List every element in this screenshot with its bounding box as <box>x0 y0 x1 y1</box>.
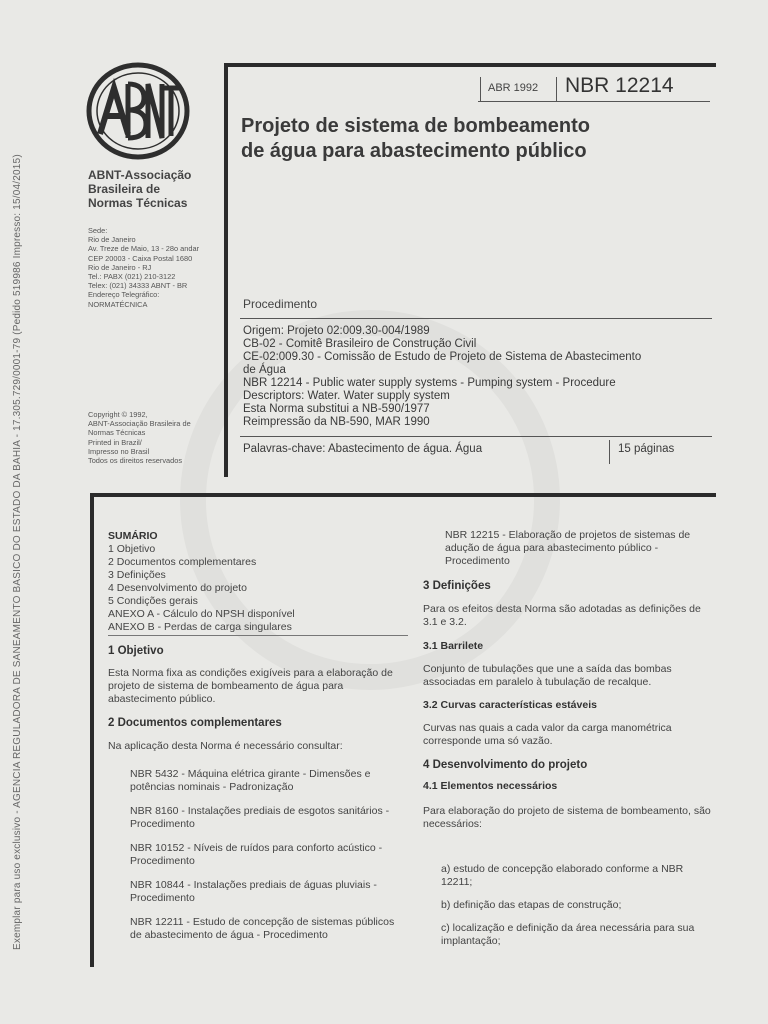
org-name-line: ABNT-Associação <box>88 168 192 182</box>
right-column <box>423 580 713 831</box>
address-line: Tel.: PABX (021) 210-3122 <box>88 272 176 282</box>
keywords: Palavras-chave: Abastecimento de água. Água <box>243 443 483 455</box>
header-rule <box>240 318 712 319</box>
org-name-line: Brasileira de <box>88 182 161 196</box>
copyright-line: Copyright © 1992, <box>88 410 148 419</box>
origin-line: Reimpressão da NB-590, MAR 1990 <box>243 416 430 428</box>
org-name-line: Normas Técnicas <box>88 196 188 210</box>
copyright-line: ABNT-Associação Brasileira de <box>88 419 191 429</box>
summary-item: 2 Documentos complementares <box>108 556 257 568</box>
address-line: CEP 20003 - Caixa Postal 1680 <box>88 253 193 263</box>
reference-item-top <box>445 529 713 568</box>
summary-item: 4 Desenvolvimento do projeto <box>108 582 247 594</box>
org-address <box>88 226 199 309</box>
origin-line: Descriptors: Water. Water supply system <box>243 390 450 402</box>
title-line: Projeto de sistema de bombeamento <box>241 115 590 137</box>
reference-item: NBR 12215 - Elaboração de projetos de sistemas de adução de água para abastecimento público - Procedimento <box>445 529 691 567</box>
origin-line: NBR 12214 - Public water supply systems - Pumping system - Procedure <box>243 377 616 389</box>
summary-item: 5 Condições gerais <box>108 595 198 607</box>
reference-list <box>130 768 396 942</box>
reference-item: NBR 10152 - Níveis de ruídos para conforto acústico - Procedimento <box>130 842 383 867</box>
publication-date: ABR 1992 <box>488 82 539 94</box>
address-line: Sede: <box>88 226 108 235</box>
address-line: Rio de Janeiro - RJ <box>88 262 152 272</box>
list-item: c) localização e definição da área necessária para sua implantação; <box>441 922 695 947</box>
list-item: a) estudo de concepção elaborado conforme a NBR 12211; <box>441 863 684 888</box>
copyright-line: Normas Técnicas <box>88 428 146 438</box>
section-1 <box>108 645 398 753</box>
standard-code: NBR 12214 <box>565 74 674 97</box>
list-item: b) definição das etapas de construção; <box>441 899 622 911</box>
header-rule <box>478 101 710 102</box>
document-type: Procedimento <box>243 297 318 311</box>
section-text: Na aplicação desta Norma é necessário consultar: <box>108 740 343 752</box>
section-text: Para elaboração do projeto de sistema de bombeamento, são necessários: <box>423 805 711 830</box>
abnt-logo-icon <box>86 62 190 160</box>
header-divider <box>556 77 557 101</box>
requirements-list <box>441 863 713 948</box>
section-text: Esta Norma fixa as condições exigíveis para a elaboração de projeto de sistema de bombeamento de água para abastecimento público. <box>108 667 393 705</box>
copyright-line: Impresso no Brasil <box>88 446 150 456</box>
summary-item: ANEXO A - Cálculo do NPSH disponível <box>108 608 295 620</box>
page-count: 15 páginas <box>618 443 675 455</box>
left-column <box>108 530 408 634</box>
origin-line: Esta Norma substitui a NB-590/1977 <box>243 403 430 415</box>
section-text: Conjunto de tubulações que une a saída das bombas associadas em paralelo à tubulação de recalque. <box>423 663 672 688</box>
header-rule <box>240 436 712 437</box>
section-heading: 4 Desenvolvimento do projeto <box>423 759 588 771</box>
address-line: Telex: (021) 34333 ABNT - BR <box>88 281 188 291</box>
org-name <box>88 168 228 210</box>
address-line: Av. Treze de Maio, 13 - 28o andar <box>88 244 200 254</box>
subsection-heading: 3.2 Curvas características estáveis <box>423 699 597 711</box>
origin-line: Origem: Projeto 02:009.30-004/1989 <box>243 325 430 337</box>
side-stamp <box>0 0 24 1024</box>
origin-line: de Água <box>243 364 286 376</box>
reference-item: NBR 5432 - Máquina elétrica girante - Dimensões e potências nominais - Padronização <box>130 768 371 793</box>
reference-item: NBR 8160 - Instalações prediais de esgotos sanitários - Procedimento <box>130 805 390 830</box>
origin-block <box>243 325 641 429</box>
header-divider <box>480 77 481 101</box>
side-stamp-text: Exemplar para uso exclusivo - AGENCIA REGULADORA DE SANEAMENTO BASICO DO ESTADO DA BAHIA - 17.305.729/0001-79 (Pedido 519986 Impresso: 15/04/2015) <box>12 154 23 950</box>
title-line: de água para abastecimento público <box>241 140 587 162</box>
summary-title: SUMÁRIO <box>108 530 158 542</box>
summary-item: 1 Objetivo <box>108 543 156 555</box>
section-text: Para os efeitos desta Norma são adotadas as definições de 3.1 e 3.2. <box>423 603 701 628</box>
address-line: NORMATÉCNICA <box>88 299 148 309</box>
section-heading: 1 Objetivo <box>108 645 164 657</box>
copyright-line: Todos os direitos reservados <box>88 456 183 466</box>
header-divider <box>609 440 610 464</box>
summary-item: ANEXO B - Perdas de carga singulares <box>108 621 292 633</box>
reference-item: NBR 12211 - Estudo de concepção de sistemas públicos de abastecimento de água - Procedimento <box>130 916 395 941</box>
copyright-line: Printed in Brazil/ <box>88 437 142 447</box>
reference-item: NBR 10844 - Instalações prediais de águas pluviais - Procedimento <box>130 879 377 904</box>
document-title <box>241 114 590 164</box>
subsection-heading: 4.1 Elementos necessários <box>423 780 558 792</box>
origin-line: CE-02:009.30 - Comissão de Estudo de Projeto de Sistema de Abastecimento <box>243 351 642 363</box>
address-line: Endereço Telegráfico: <box>88 290 160 300</box>
summary-item: 3 Definições <box>108 569 166 581</box>
section-heading: 2 Documentos complementares <box>108 717 282 729</box>
subsection-heading: 3.1 Barrilete <box>423 640 484 652</box>
copyright-notice <box>88 410 191 465</box>
address-line: Rio de Janeiro <box>88 235 136 245</box>
origin-line: CB-02 - Comitê Brasileiro de Construção Civil <box>243 338 477 350</box>
section-heading: 3 Definições <box>423 580 491 592</box>
summary-rule <box>108 635 408 636</box>
section-text: Curvas nas quais a cada valor da carga manométrica corresponde uma só vazão. <box>423 722 672 747</box>
